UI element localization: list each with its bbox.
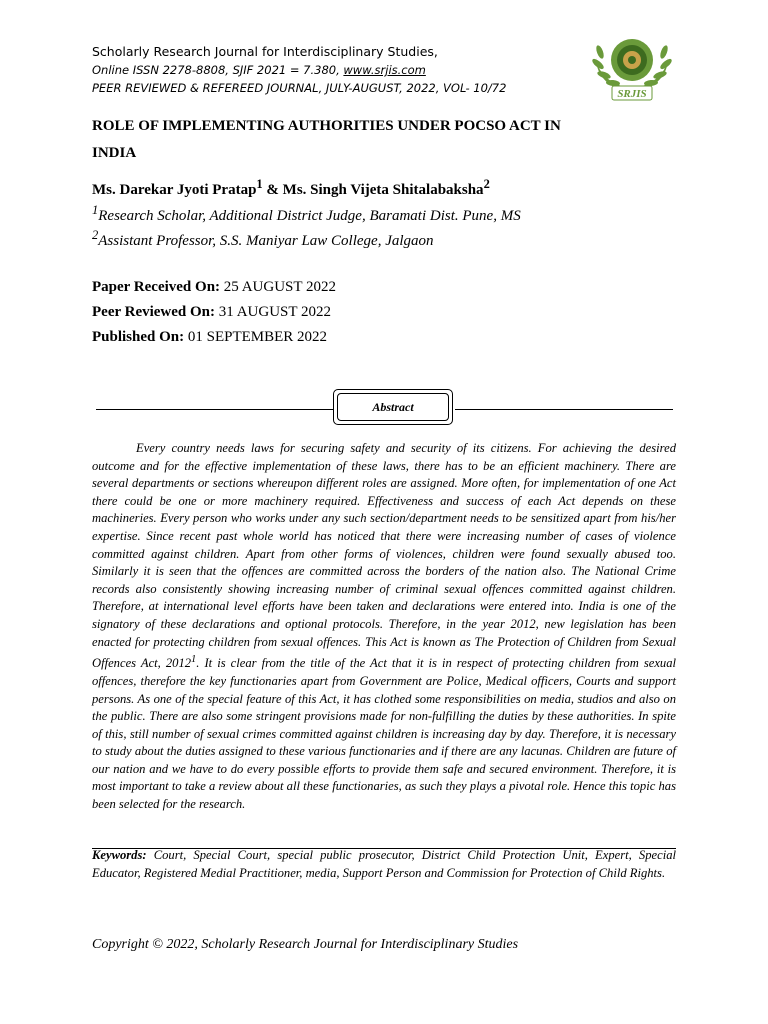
journal-name: Scholarly Research Journal for Interdisciplinary Studies,: [92, 44, 438, 59]
abstract-text-part-2: . It is clear from the title of the Act that it is in respect of protecting children from sexual offences, therefore the key functionaries apart from Government are Police, Medical officers, Courts and support persons. As one of the special feature of this Act, it has clothed some responsibilities on media, studios and also on the public. There are also some stringent provisions made for non-fulfilling the duties by these authorities. In spite of this, still number of sexual crimes committed against children is increasing day by day. Therefore, it is necessary to study about the duties assigned to these various functionaries and if there are any lacunas. Children are future of our nation and we have to do every possible efforts to provide them safe and secured environment. Therefore, it is most important to take a review about all these functionaries, as such they plays a pivotal role. Hence this topic has been selected for the research.: [92, 656, 677, 812]
date-received-label: Paper Received On:: [92, 279, 221, 295]
author-line: [92, 177, 490, 199]
keywords-text: Court, Special Court, special public prosecutor, District Child Protection Unit, Expert, Special Educator, Registered Medial Practitioner, media, Support Person and Commission for Protection of Child Rights.: [92, 848, 676, 880]
affiliation-1-text: Research Scholar, Additional District Judge, Baramati Dist. Pune, MS: [98, 208, 521, 224]
abstract-heading-box: [333, 389, 453, 425]
author-2-sup: 2: [483, 177, 490, 191]
journal-issn: Online ISSN 2278-8808, SJIF 2021 = 7.380,: [92, 63, 344, 77]
author-1: Ms. Darekar Jyoti Pratap: [92, 182, 257, 198]
keywords: [92, 847, 676, 883]
footnote-mark[interactable]: 1: [191, 654, 197, 666]
affiliation-2: [92, 228, 434, 250]
abstract-body: [92, 440, 676, 814]
author-1-sup: 1: [256, 177, 263, 191]
date-published: [92, 329, 327, 346]
abstract-text-part-1: Every country needs laws for securing safety and security of its citizens. For achieving the desired outcome and for the effective implementation of these laws, there has to be an efficient machinery. There are several departments or sections whereupon different roles are assigned. More often, for implementation of one Act there could be one or more machinery required. Effectiveness and success of each Act depends on these machineries. Every person who works under any such section/department needs to be sensitized apart from his/her expertise. Since recent past whole world has noticed that there were increasing number of cases of violence committed against children. Apart from other forms of violences, children were found sexually abused too. Similarly it is seen that the offences are committed across the borders of the nation also. The National Crime records also consistently showing increasing number of criminal sexual offences committed against children. Therefore, at international level efforts have been taken and declarations were entered into. India is one of the signatory of these declarations and optional protocols. Therefore, in the year 2012, new legislation has been enacted for protecting children from sexual offences. This Act is known as The Protection of Children from Sexual Offences Act, 2012: [92, 441, 676, 671]
paper-title: [92, 113, 612, 167]
copyright-footer: Copyright © 2022, Scholarly Research Journal for Interdisciplinary Studies: [92, 937, 519, 952]
affiliation-2-sup: 2: [92, 228, 99, 242]
date-reviewed: [92, 304, 331, 321]
author-2: Ms. Singh Vijeta Shitalabaksha: [282, 182, 484, 198]
affiliation-2-text: Assistant Professor, S.S. Maniyar Law College, Jalgaon: [98, 233, 434, 249]
journal-issn-line: [92, 61, 572, 79]
date-received: [92, 279, 336, 296]
abstract-divider-left: [96, 409, 333, 410]
date-reviewed-value: 31 AUGUST 2022: [215, 304, 332, 320]
paper-title-line-2: INDIA: [92, 145, 137, 161]
paper-title-line-1: ROLE OF IMPLEMENTING AUTHORITIES UNDER POCSO ACT IN: [92, 118, 561, 134]
date-published-value: 01 SEPTEMBER 2022: [184, 329, 328, 345]
affiliation-1: [92, 203, 521, 225]
srjis-logo-icon: [582, 28, 682, 104]
date-published-label: Published On:: [92, 329, 185, 345]
journal-review-line: PEER REVIEWED & REFEREED JOURNAL, JULY-AUGUST, 2022, VOL- 10/72: [92, 81, 507, 95]
author-separator: &: [262, 182, 283, 198]
logo-text: SRJIS: [617, 88, 647, 100]
keywords-label: Keywords:: [92, 848, 147, 862]
date-reviewed-label: Peer Reviewed On:: [92, 304, 216, 320]
journal-header: [92, 43, 572, 97]
journal-url-link[interactable]: www.srjis.com: [343, 63, 426, 77]
date-received-value: 25 AUGUST 2022: [220, 279, 337, 295]
abstract-heading: Abstract: [337, 393, 449, 421]
abstract-divider-right: [455, 409, 673, 410]
affiliation-1-sup: 1: [92, 203, 99, 217]
